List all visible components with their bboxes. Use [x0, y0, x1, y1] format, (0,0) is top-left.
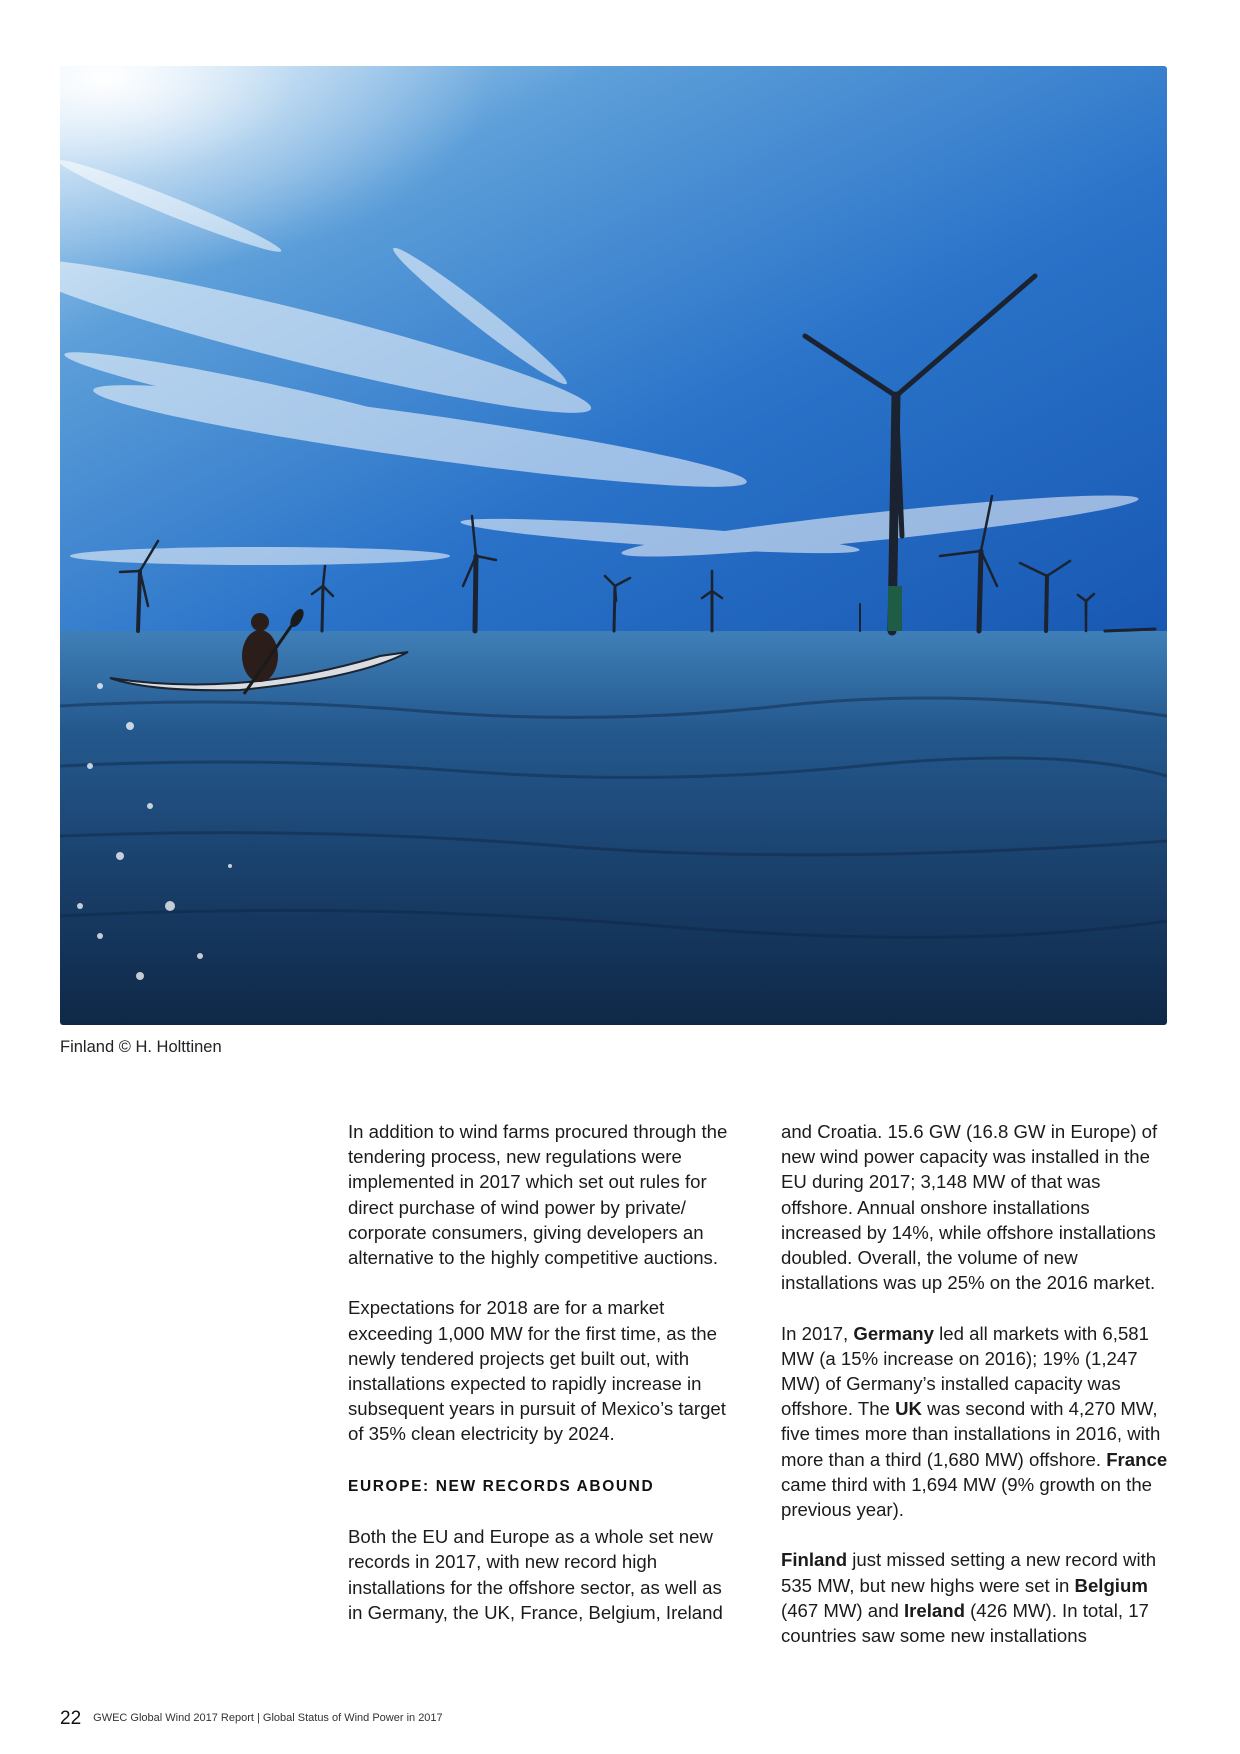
country-france: France: [1106, 1448, 1168, 1470]
text-run: (467 MW) and: [781, 1599, 904, 1621]
country-belgium: Belgium: [1074, 1574, 1148, 1596]
photo-offshore-wind-kayak: [60, 66, 1167, 1025]
paragraph-eu-capacity: and Croatia. 15.6 GW (16.8 GW in Europe) of new wind power capacity was installed in the EU during 2017; 3,148 MW of that was offshore. Annual onshore installations increased by 14%, while offshore installations doubled. Overall, the volume of new installations was up 25% on the 2016 market.: [781, 1121, 1158, 1294]
paragraph-other-markets: [781, 1547, 1173, 1648]
section-heading-europe: EUROPE: NEW RECORDS ABOUND: [348, 1477, 655, 1495]
country-uk: UK: [895, 1398, 922, 1420]
footer-text: GWEC Global Wind 2017 Report | Global Status of Wind Power in 2017: [93, 1712, 443, 1724]
text-column-left: [348, 1119, 740, 1625]
page-number: 22: [60, 1708, 82, 1729]
country-ireland: Ireland: [903, 1599, 965, 1621]
text-run: (426 MW). In total, 17 countries saw some new installations: [781, 1599, 1149, 1647]
text-run: In 2017,: [781, 1322, 854, 1344]
text-column-right: [781, 1119, 1173, 1648]
photo-illustration: [60, 66, 1167, 1025]
paragraph-expectations-2018: Expectations for 2018 are for a market exceeding 1,000 MW for the first time, as the newly tendered projects get built out, with installations expected to rapidly increase in subsequent years in pursuit of Mexico’s target of 35% clean electricity by 2024.: [348, 1297, 726, 1445]
paragraph-tendering: In addition to wind farms procured through the tendering process, new regulations were implemented in 2017 which set out rules for direct purchase of wind power by private/ corporate consumers, giving developers an alternative to the highly competitive auctions.: [348, 1121, 728, 1269]
text-run: came third with 1,694 MW (9% growth on the previous year).: [781, 1473, 1153, 1521]
text-run: led all markets with 6,581 MW (a 15% increase on 2016); 19% (1,247 MW) of Germany’s installed capacity was offshore. The: [781, 1322, 1149, 1420]
country-germany: Germany: [853, 1322, 934, 1344]
paragraph-europe-records: Both the EU and Europe as a whole set new records in 2017, with new record high installations for the offshore sector, as well as in Germany, the UK, France, Belgium, Ireland: [348, 1526, 723, 1623]
paragraph-top-markets: [781, 1321, 1173, 1523]
text-run: was second with 4,270 MW, five times more than installations in 2016, with more than a third (1,680 MW) offshore.: [781, 1398, 1161, 1470]
page-footer: [60, 1708, 443, 1730]
photo-caption: Finland © H. Holttinen: [60, 1038, 222, 1056]
country-finland: Finland: [781, 1549, 848, 1571]
text-run: just missed setting a new record with 535 MW, but new highs were set in: [781, 1549, 1157, 1596]
